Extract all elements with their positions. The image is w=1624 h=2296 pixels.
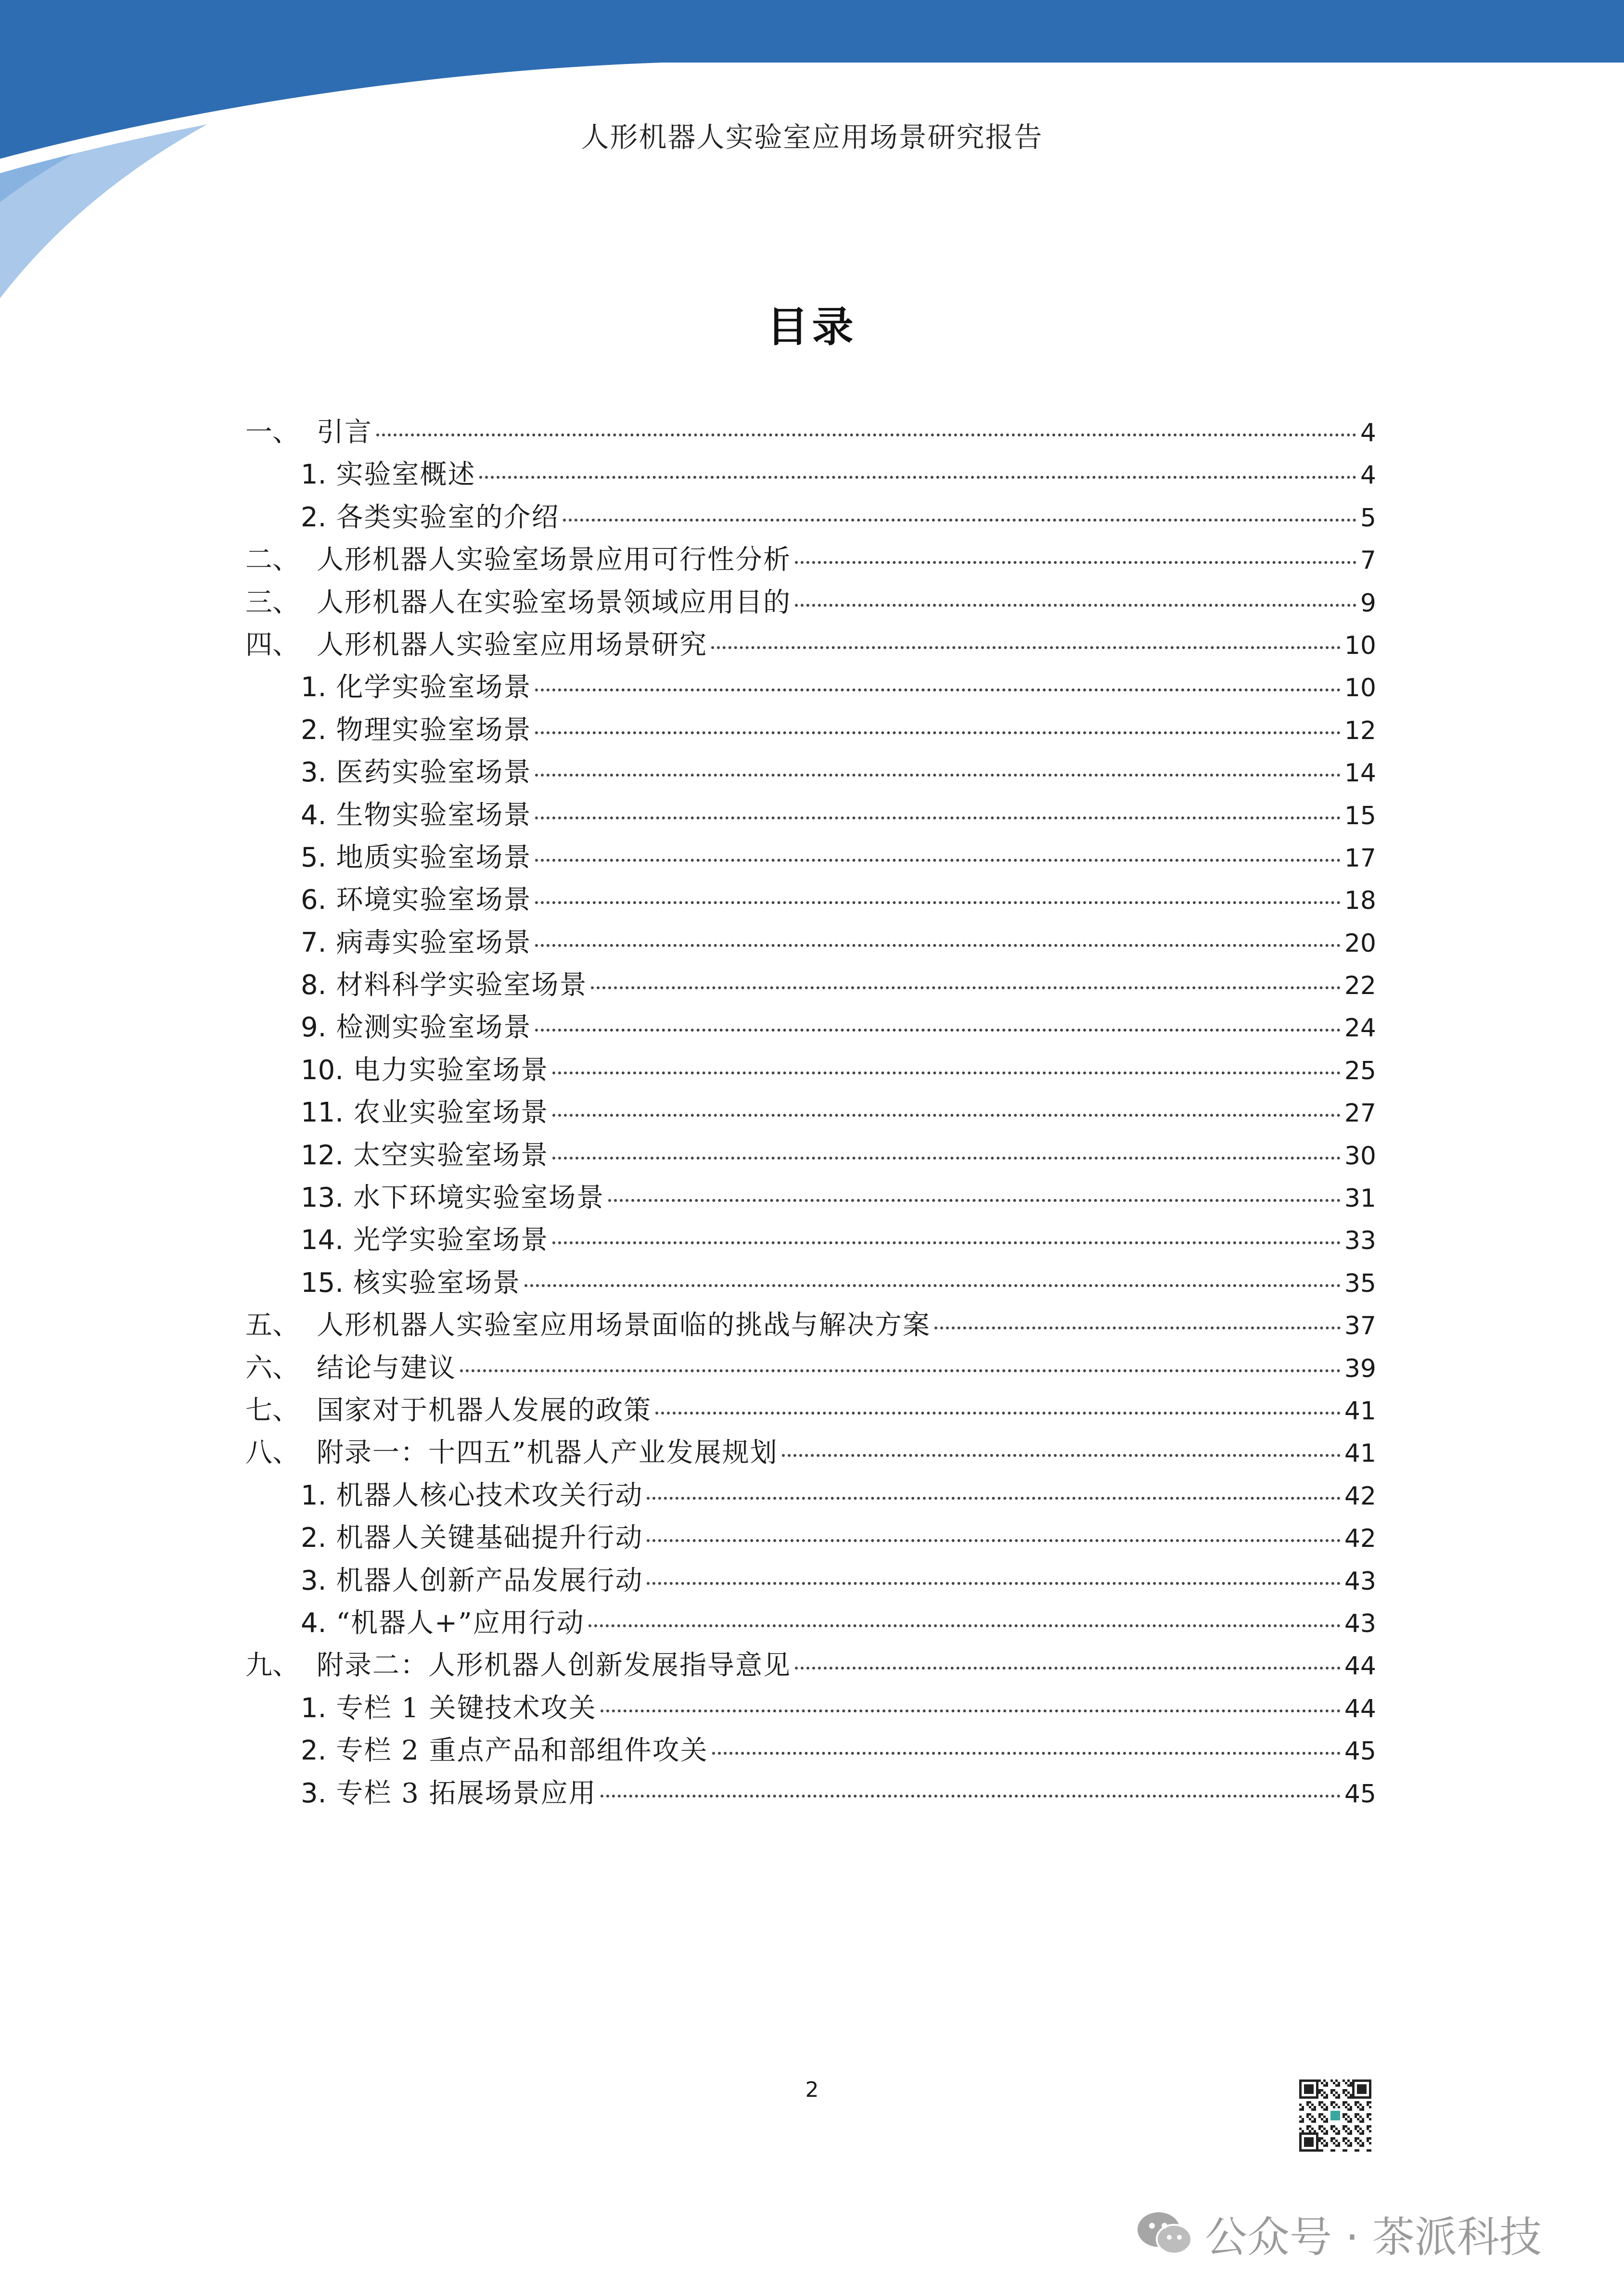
toc-entry-page: 33 — [1344, 1226, 1376, 1256]
toc-dot-leader — [552, 1114, 1341, 1117]
toc-dot-leader — [711, 646, 1341, 649]
toc-entry-label: 医药实验室场景 — [336, 757, 532, 789]
toc-entry[interactable] — [245, 582, 1376, 624]
toc-entry-number: 七、 — [245, 1394, 299, 1426]
toc-dot-leader — [608, 1199, 1341, 1202]
toc-entry-number: 11. — [301, 1097, 344, 1129]
toc-dot-leader — [552, 1071, 1341, 1074]
toc-dot-leader — [591, 986, 1340, 989]
watermark-text: 公众号 · 茶派科技 — [1205, 2212, 1542, 2262]
toc-entry-page: 4 — [1360, 419, 1376, 447]
toc-entry-number: 2. — [301, 1522, 327, 1554]
toc-entry-page: 7 — [1360, 546, 1376, 575]
toc-entry[interactable] — [245, 624, 1376, 666]
toc-entry-label: 检测实验室场景 — [336, 1012, 532, 1044]
toc-dot-leader — [535, 774, 1340, 777]
toc-entry-label: 人形机器人在实验室场景领域应用目的 — [317, 587, 791, 618]
toc-entry-number: 1. — [301, 1480, 327, 1511]
toc-entry[interactable] — [245, 964, 1376, 1007]
toc-entry-page: 41 — [1344, 1396, 1376, 1426]
toc-entry-label: 病毒实验室场景 — [336, 927, 532, 958]
toc-entry-page: 42 — [1344, 1524, 1376, 1554]
toc-entry[interactable] — [245, 1304, 1376, 1347]
toc-entry-label: 机器人关键基础提升行动 — [336, 1522, 643, 1554]
toc-entry[interactable] — [245, 1262, 1376, 1304]
toc-entry-page: 14 — [1344, 759, 1376, 788]
toc-entry-page: 22 — [1344, 971, 1376, 1001]
toc-dot-leader — [795, 1667, 1341, 1670]
toc-dot-leader — [647, 1497, 1340, 1500]
wechat-icon — [1136, 2207, 1193, 2260]
report-header-title: 人形机器人实验室应用场景研究报告 — [581, 121, 1043, 153]
toc-dot-leader — [535, 1029, 1340, 1032]
toc-entry[interactable] — [245, 1687, 1376, 1730]
toc-entry-label: 附录二：人形机器人创新发展指导意见 — [317, 1650, 791, 1682]
toc-entry-label: 人形机器人实验室场景应用可行性分析 — [317, 544, 791, 576]
toc-dot-leader — [782, 1454, 1341, 1457]
toc-entry-number: 1. — [301, 1692, 327, 1724]
toc-entry[interactable] — [245, 709, 1376, 752]
toc-entry[interactable] — [245, 1219, 1376, 1262]
toc-entry-page: 4 — [1360, 461, 1376, 490]
toc-dot-leader — [552, 1241, 1341, 1244]
toc-entry-label: 材料科学实验室场景 — [336, 969, 588, 1001]
toc-dot-leader — [712, 1752, 1341, 1755]
toc-dot-leader — [795, 561, 1356, 564]
toc-entry-number: 2. — [301, 1735, 327, 1767]
toc-entry[interactable] — [245, 1773, 1376, 1815]
toc-entry-label: 专栏 1 关键技术攻关 — [336, 1692, 597, 1724]
toc-dot-leader — [601, 1709, 1341, 1712]
qr-code — [1299, 2079, 1371, 2152]
toc-entry[interactable] — [245, 1560, 1376, 1602]
toc-dot-leader — [479, 476, 1356, 479]
toc-entry-number: 4. — [301, 799, 327, 831]
toc-entry-label: 专栏 2 重点产品和部组件攻关 — [336, 1735, 708, 1767]
toc-entry[interactable] — [245, 1007, 1376, 1049]
toc-dot-leader — [535, 689, 1340, 691]
toc-entry-page: 43 — [1344, 1609, 1376, 1638]
toc-entry[interactable] — [245, 794, 1376, 837]
toc-entry-page: 41 — [1344, 1439, 1376, 1468]
toc-entry[interactable] — [245, 1645, 1376, 1687]
toc-entry-page: 9 — [1360, 588, 1376, 618]
watermark — [1136, 2207, 1542, 2260]
toc-entry-page: 24 — [1344, 1014, 1376, 1043]
toc-entry[interactable] — [245, 752, 1376, 794]
toc-entry[interactable] — [245, 1602, 1376, 1645]
toc-entry[interactable] — [245, 666, 1376, 709]
toc-entry-label: 生物实验室场景 — [336, 799, 532, 831]
toc-entry-label: 实验室概述 — [336, 459, 476, 491]
toc-entry-number: 二、 — [245, 544, 299, 576]
toc-entry-label: 人形机器人实验室应用场景研究 — [317, 629, 707, 661]
toc-dot-leader — [524, 1284, 1341, 1287]
toc-entry-label: 水下环境实验室场景 — [353, 1182, 605, 1214]
toc-entry-number: 1. — [301, 672, 327, 703]
toc-entry-number: 2. — [301, 714, 327, 746]
toc-entry[interactable] — [245, 879, 1376, 921]
toc-entry-number: 五、 — [245, 1310, 299, 1341]
toc-dot-leader — [535, 731, 1340, 734]
toc-entry-label: 引言 — [317, 417, 372, 448]
toc-entry-label: 太空实验室场景 — [353, 1139, 549, 1171]
toc-entry-number: 三、 — [245, 587, 299, 618]
toc-entry-page: 27 — [1344, 1099, 1376, 1128]
toc-entry-label: 国家对于机器人发展的政策 — [317, 1394, 652, 1426]
toc-entry-number: 2. — [301, 501, 327, 533]
toc-entry-page: 45 — [1344, 1779, 1376, 1809]
toc-entry-number: 一、 — [245, 417, 299, 448]
toc-entry[interactable] — [245, 1049, 1376, 1092]
toc-entry-label: 地质实验室场景 — [336, 842, 532, 873]
toc-entry-number: 3. — [301, 757, 327, 789]
toc-entry-page: 44 — [1344, 1694, 1376, 1723]
toc-dot-leader — [588, 1624, 1341, 1627]
toc-entry-number: 6. — [301, 884, 327, 916]
toc-dot-leader — [460, 1369, 1341, 1372]
toc-entry-label: 光学实验室场景 — [353, 1225, 549, 1256]
toc-heading: 目录 — [767, 303, 857, 351]
toc-entry[interactable] — [245, 411, 1376, 454]
toc-entry-label: 附录一：十四五”机器人产业发展规划 — [317, 1437, 778, 1469]
toc-dot-leader — [647, 1539, 1340, 1542]
toc-entry[interactable] — [245, 1092, 1376, 1134]
table-of-contents — [245, 411, 1376, 1815]
toc-entry-label: 人形机器人实验室应用场景面临的挑战与解决方案 — [317, 1310, 931, 1341]
toc-entry[interactable] — [245, 1517, 1376, 1559]
page-number: 2 — [805, 2078, 819, 2102]
toc-entry-label: 机器人核心技术攻关行动 — [336, 1480, 643, 1511]
toc-entry-label: 物理实验室场景 — [336, 714, 532, 746]
toc-dot-leader — [647, 1582, 1340, 1585]
toc-entry[interactable] — [245, 1432, 1376, 1474]
toc-entry-page: 10 — [1344, 631, 1376, 660]
toc-entry-label: 电力实验室场景 — [353, 1054, 549, 1086]
toc-entry-page: 17 — [1344, 843, 1376, 873]
toc-entry[interactable] — [245, 1475, 1376, 1517]
toc-entry-page: 5 — [1360, 503, 1376, 533]
toc-entry-page: 43 — [1344, 1567, 1376, 1596]
toc-entry[interactable] — [245, 837, 1376, 879]
toc-entry-number: 八、 — [245, 1437, 299, 1469]
toc-entry-number: 九、 — [245, 1650, 299, 1682]
toc-entry-number: 3. — [301, 1565, 327, 1596]
toc-entry[interactable] — [245, 539, 1376, 581]
toc-entry-number: 六、 — [245, 1352, 299, 1384]
toc-dot-leader — [535, 944, 1340, 947]
toc-entry[interactable] — [245, 1730, 1376, 1772]
toc-entry-label: 核实验室场景 — [353, 1267, 521, 1299]
toc-entry-number: 14. — [301, 1225, 344, 1256]
toc-dot-leader — [655, 1412, 1341, 1415]
toc-dot-leader — [795, 604, 1356, 607]
toc-entry[interactable] — [245, 497, 1376, 539]
toc-entry[interactable] — [245, 1390, 1376, 1432]
toc-entry-number: 7. — [301, 927, 327, 958]
toc-entry-label: 专栏 3 拓展场景应用 — [336, 1777, 597, 1809]
toc-entry-label: 农业实验室场景 — [353, 1097, 549, 1129]
toc-entry-page: 45 — [1344, 1737, 1376, 1766]
toc-entry-number: 1. — [301, 459, 327, 491]
toc-entry-page: 31 — [1344, 1184, 1376, 1213]
toc-dot-leader — [934, 1327, 1341, 1329]
toc-entry-label: 各类实验室的介绍 — [336, 501, 560, 533]
toc-entry-page: 42 — [1344, 1481, 1376, 1511]
toc-entry-page: 37 — [1344, 1312, 1376, 1341]
toc-entry-number: 四、 — [245, 629, 299, 661]
toc-entry[interactable] — [245, 1135, 1376, 1177]
toc-dot-leader — [601, 1795, 1341, 1798]
toc-entry-page: 10 — [1344, 674, 1376, 703]
toc-entry-page: 39 — [1344, 1354, 1376, 1383]
toc-entry-label: 环境实验室场景 — [336, 884, 532, 916]
toc-entry-page: 44 — [1344, 1652, 1376, 1681]
toc-entry-number: 12. — [301, 1139, 344, 1171]
toc-entry-label: 机器人创新产品发展行动 — [336, 1565, 643, 1596]
toc-entry-number: 3. — [301, 1777, 327, 1809]
toc-entry-label: 化学实验室场景 — [336, 672, 532, 703]
toc-dot-leader — [552, 1157, 1341, 1160]
toc-entry-number: 5. — [301, 842, 327, 873]
toc-entry-label: “机器人+”应用行动 — [336, 1607, 585, 1639]
toc-entry-number: 15. — [301, 1267, 344, 1299]
toc-entry-page: 35 — [1344, 1269, 1376, 1298]
toc-entry-page: 20 — [1344, 929, 1376, 958]
toc-entry-page: 30 — [1344, 1141, 1376, 1171]
toc-entry[interactable] — [245, 922, 1376, 964]
toc-entry-label: 结论与建议 — [317, 1352, 456, 1384]
toc-dot-leader — [535, 901, 1340, 904]
toc-entry-number: 13. — [301, 1182, 344, 1214]
toc-dot-leader — [535, 816, 1340, 819]
toc-dot-leader — [376, 434, 1356, 436]
toc-entry-number: 10. — [301, 1054, 344, 1086]
toc-dot-leader — [563, 519, 1356, 522]
toc-dot-leader — [535, 859, 1340, 862]
toc-entry-page: 15 — [1344, 801, 1376, 830]
toc-entry-page: 25 — [1344, 1056, 1376, 1085]
toc-entry[interactable] — [245, 1177, 1376, 1219]
toc-entry-number: 9. — [301, 1012, 327, 1044]
toc-entry[interactable] — [245, 454, 1376, 496]
toc-entry-number: 8. — [301, 969, 327, 1001]
toc-entry-number: 4. — [301, 1607, 327, 1639]
toc-entry[interactable] — [245, 1347, 1376, 1390]
toc-entry-page: 18 — [1344, 886, 1376, 916]
toc-entry-page: 12 — [1344, 716, 1376, 745]
